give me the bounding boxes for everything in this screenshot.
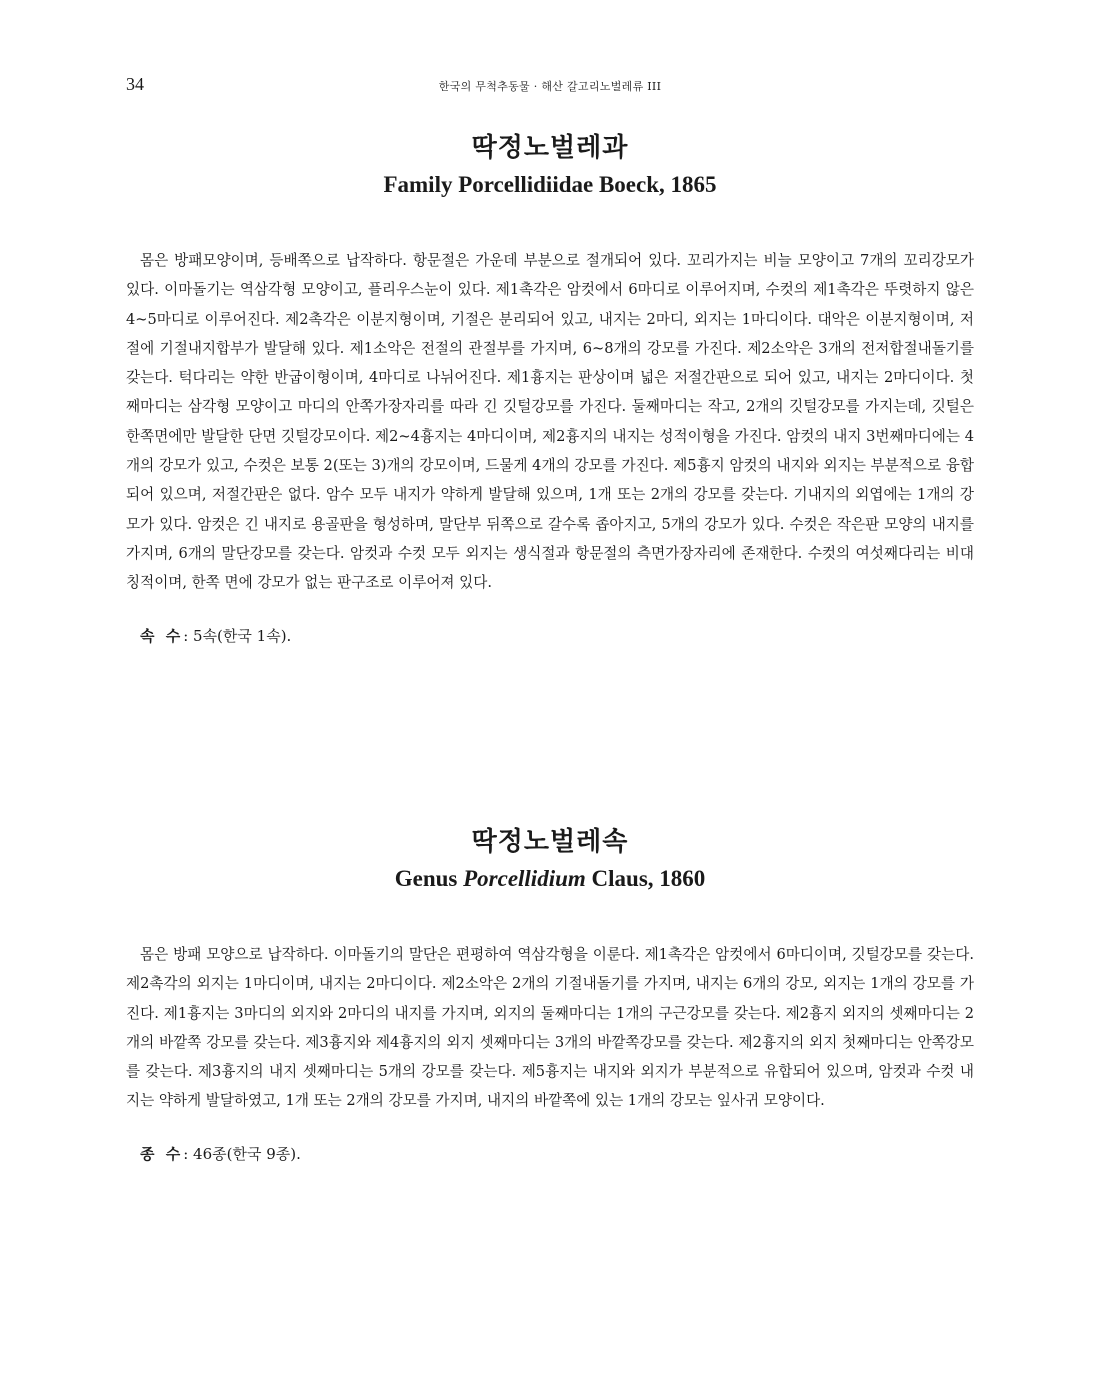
page-header bbox=[126, 74, 974, 98]
species-count-label: 종 수 bbox=[140, 1144, 184, 1163]
family-title-english: Family Porcellidiidae Boeck, 1865 bbox=[383, 172, 717, 197]
genus-description: 몸은 방패 모양으로 납작하다. 이마돌기의 말단은 편평하여 역삼각형을 이룬다. 제1촉각은 암컷에서 6마디이며, 깃털강모를 갖는다. 제2촉각의 외지는 1마디이며, 내지는 2마디이다. 제2소악은 2개의 기절내돌기를 가지며, 내지는 6개의 강모, 외지는 1개의 강모를 가진다. 제1흉지는 3마디의 외지와 2마디의 내지를 가지며, 외지의 둘째마디는 1개의 구근강모를 갖는다. 제2흉지 외지의 셋째마디는 2개의 바깥쪽 강모를 갖는다. 제3흉지와 제4흉지의 외지 셋째마디는 3개의 바깥쪽강모를 갖는다. 제2흉지의 외지 첫째마디는 안쪽강모를 갖는다. 제3흉지의 내지 셋째마디는 5개의 강모를 갖는다. 제5흉지는 내지와 외지가 부분적으로 유합되어 있으며, 암컷과 수컷 내지는 약하게 발달하였고, 1개 또는 2개의 강모를 가지며, 내지의 바깥쪽에 있는 1개의 강모는 잎사귀 모양이다. bbox=[126, 946, 974, 1110]
page-number: 34 bbox=[126, 74, 144, 94]
genus-title-korean: 딱정노벌레속 bbox=[471, 827, 629, 857]
genus-count-value: : 5속(한국 1속). bbox=[183, 626, 292, 645]
species-count-line bbox=[126, 1142, 974, 1166]
genus-title-name: Porcellidium bbox=[463, 866, 586, 891]
family-section bbox=[126, 128, 974, 648]
species-count-value: : 46종(한국 9종). bbox=[183, 1144, 301, 1163]
genus-count-label: 속 수 bbox=[140, 626, 184, 645]
family-description: 몸은 방패모양이며, 등배쪽으로 납작하다. 항문절은 가운데 부분으로 절개되어 있다. 꼬리가지는 비늘 모양이고 7개의 꼬리강모가 있다. 이마돌기는 역삼각형 모양이고, 플리우스눈이 있다. 제1촉각은 암컷에서 6마디로 이루어지며, 수컷의 제1촉각은 뚜렷하지 않은 4~5마디로 이루어진다. 제2촉각은 이분지형이며, 기절은 분리되어 있고, 내지는 2마디, 외지는 1마디이다. 대악은 이분지형이며, 저절에 기절내지합부가 발달해 있다. 제1소악은 전절의 관절부를 가지며, 6~8개의 강모를 가진다. 제2소악은 3개의 전저합절내돌기를 갖는다. 턱다리는 약한 반굽이형이며, 4마디로 나뉘어진다. 제1흉지는 판상이며 넓은 저절간판으로 되어 있고, 내지는 2마디이다. 첫째마디는 삼각형 모양이고 마디의 안쪽가장자리를 따라 긴 깃털강모를 가진다. 둘째마디는 작고, 2개의 깃털강모를 가지는데, 깃털은 한쪽면에만 발달한 단면 깃털강모이다. 제2~4흉지는 4마디이며, 제2흉지의 내지는 성적이형을 가진다. 암컷의 내지 3번째마디에는 4개의 강모가 있고, 수컷은 보통 2(또는 3)개의 강모이며, 드물게 4개의 강모를 가진다. 제5흉지 암컷의 내지와 외지는 부분적으로 융합되어 있으며, 저절간판은 없다. 암수 모두 내지가 약하게 발달해 있으며, 1개 또는 2개의 강모를 갖는다. 기내지의 외엽에는 1개의 강모가 있다. 암컷은 긴 내지로 용골판을 형성하며, 말단부 뒤쪽으로 갈수록 좁아지고, 5개의 강모가 있다. 수컷은 작은판 모양의 내지를 가지며, 6개의 말단강모를 갖는다. 암컷과 수컷 모두 외지는 생식절과 항문절의 측면가장자리에 존재한다. 수컷의 여섯째다리는 비대칭적이며, 한쪽 면에 강모가 없는 판구조로 이루어져 있다. bbox=[126, 252, 974, 592]
running-head: 한국의 무척추동물 · 해산 갈고리노벌레류 III bbox=[438, 80, 662, 93]
genus-section bbox=[126, 822, 974, 1166]
genus-count-line bbox=[126, 624, 974, 648]
family-title-korean: 딱정노벌레과 bbox=[471, 133, 629, 163]
genus-title-prefix: Genus bbox=[394, 866, 464, 891]
genus-title-english bbox=[126, 862, 974, 896]
genus-title-suffix: Claus, 1860 bbox=[585, 866, 706, 891]
